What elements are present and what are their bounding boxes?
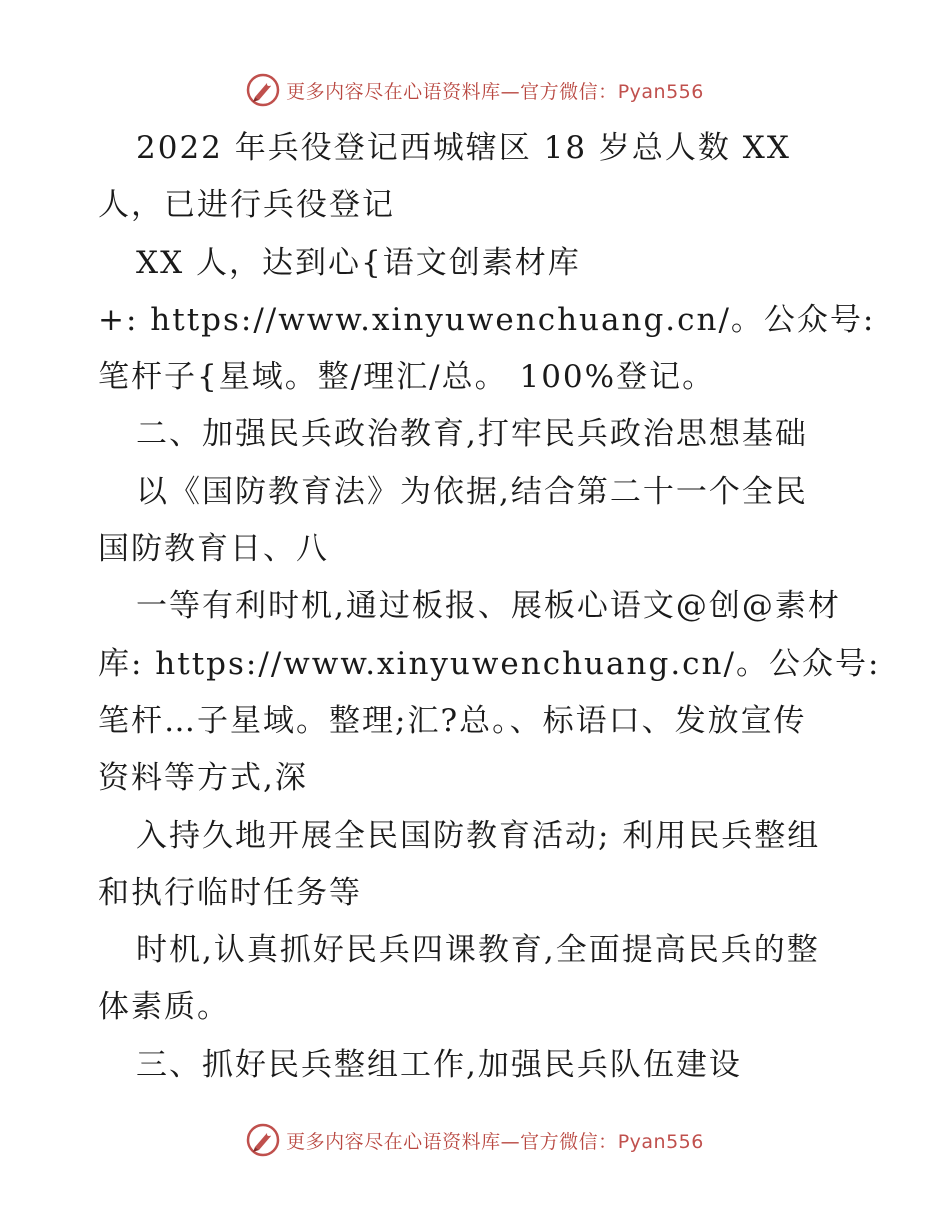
banner-wechat-id: Pyan556 xyxy=(617,80,704,103)
section-heading: 三、抓好民兵整组工作,加强民兵队伍建设 xyxy=(136,1046,742,1083)
banner-text xyxy=(286,77,704,104)
doc-line: 人，已进行兵役登记 xyxy=(98,187,395,224)
doc-line: 以《国防教育法》为依据,结合第二十一个全民 xyxy=(136,473,808,510)
banner-wechat-label: 官方微信： xyxy=(520,80,618,103)
document-body xyxy=(98,120,881,1094)
doc-line: 入持久地开展全民国防教育活动; 利用民兵整组 xyxy=(136,817,821,854)
banner-wechat-label: 官方微信： xyxy=(520,1130,618,1153)
doc-line: 和执行临时任务等 xyxy=(98,874,362,911)
doc-line: 库: https://www.xinyuwenchuang.cn/。公众号: xyxy=(98,645,881,682)
doc-line: 时机,认真抓好民兵四课教育,全面提高民兵的整 xyxy=(136,932,820,969)
banner-dash: — xyxy=(500,1130,521,1153)
pen-logo-icon xyxy=(246,73,280,107)
doc-line: XX 人，达到心{语文创素材库 xyxy=(136,244,581,281)
banner-text xyxy=(286,1127,704,1154)
banner-dash: — xyxy=(500,80,521,103)
doc-line: 一等有利时机,通过板报、展板心语文@创@素材 xyxy=(136,588,841,625)
banner-main-text: 更多内容尽在心语资料库 xyxy=(286,80,501,103)
doc-line: 笔杆…子星域。整理;汇?总。、标语口、发放宣传 xyxy=(98,702,807,739)
doc-line: 2022 年兵役登记西城辖区 18 岁总人数 XX xyxy=(136,130,791,166)
doc-line: +: https://www.xinyuwenchuang.cn/。公众号: xyxy=(98,301,876,338)
header-banner xyxy=(0,70,950,110)
doc-line: 笔杆子{星域。整/理汇/总。 100%登记。 xyxy=(98,359,716,396)
banner-main-text: 更多内容尽在心语资料库 xyxy=(286,1130,501,1153)
doc-line: 国防教育日、八 xyxy=(98,531,329,568)
section-heading: 二、加强民兵政治教育,打牢民兵政治思想基础 xyxy=(136,416,808,453)
doc-line: 体素质。 xyxy=(98,989,230,1026)
banner-wechat-id: Pyan556 xyxy=(617,1130,704,1153)
pen-logo-icon xyxy=(246,1123,280,1157)
doc-line: 资料等方式,深 xyxy=(98,760,308,797)
footer-banner xyxy=(0,1120,950,1160)
